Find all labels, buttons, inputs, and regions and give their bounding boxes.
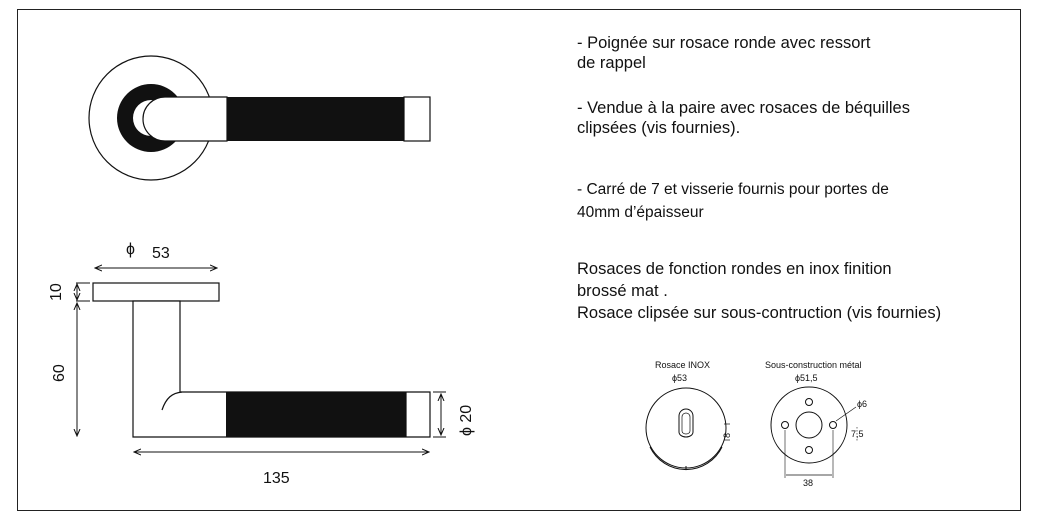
description-paragraph-3 [577,178,889,224]
description-paragraph-2 [577,98,910,138]
metal-hole-bottom [806,447,813,454]
rosette-thickness-label: 10 [48,283,65,301]
handle-top-view [89,56,430,180]
inox-thickness: 8 [722,432,732,438]
metal-diameter: ϕ51,5 [795,373,818,383]
handle-side-view [93,283,430,437]
rosette-side [93,283,219,301]
description-line: clipsées (vis fournies). [577,119,741,137]
height-label: 60 [51,364,68,382]
description-line: - Carré de 7 et visserie fournis pour portes de [577,181,889,198]
rosette-diameter-label: 53 [152,245,170,262]
description-line: - Poignée sur rosace ronde avec ressort [577,34,871,52]
diameter-symbol: ϕ [126,241,135,258]
handle-grip-black [227,97,404,141]
description-line: de rappel [577,54,646,72]
metal-title: Sous-construction métal [765,360,862,370]
description-line: brossé mat . [577,282,668,300]
description-line: Rosace clipsée sur sous-contruction (vis fournies) [577,304,942,322]
inox-diameter: ϕ53 [672,373,688,383]
grip-diameter-label: ϕ 20 [458,404,475,436]
metal-hole-right [830,422,837,429]
detail-rosace-inox [646,360,732,470]
description-line: 40mm d’épaisseur [577,204,704,221]
lever-grip-black [226,392,406,437]
handle-end-cap [404,97,430,141]
description-paragraph-4 [577,258,941,324]
description-paragraph-1 [577,33,870,73]
detail-sous-construction [765,360,867,488]
metal-hole-diameter: ϕ6 [857,399,868,409]
description-line: - Vendue à la paire avec rosaces de béquilles [577,99,910,117]
metal-center-hole [796,412,822,438]
length-label: 135 [263,470,290,487]
handle-neck [143,97,227,141]
inox-title: Rosace INOX [655,360,711,370]
description-line: Rosaces de fonction rondes en inox finition [577,260,892,278]
metal-hole-top [806,399,813,406]
metal-offset: 7,5 [851,429,864,439]
metal-hole-left [782,422,789,429]
metal-spacing: 38 [803,478,814,488]
